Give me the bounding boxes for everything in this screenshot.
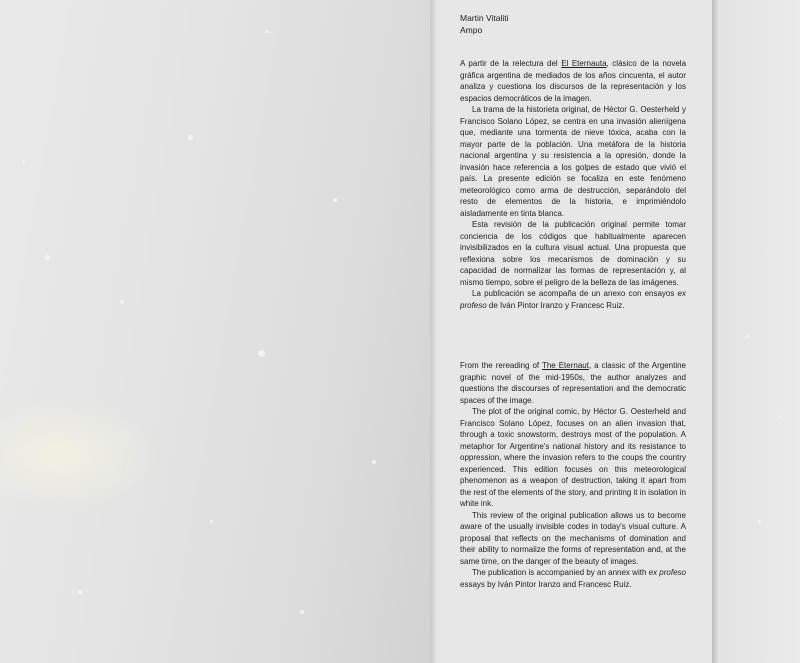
text: essays by Iván Pintor Iranzo and Francesc Ruiz.	[460, 579, 632, 589]
snowflake	[300, 610, 304, 614]
publisher-name: Ampo	[460, 25, 483, 35]
light-glow	[0, 400, 160, 510]
snowflake	[746, 335, 749, 338]
english-text	[460, 360, 686, 590]
snowflake	[372, 460, 376, 464]
paragraph: Esta revisión de la publicación original permite tomar conciencia de los códigos que habitualmente aparecen invisibilizados en la cultura visual actual. Una propuesta que reflexiona sobre los mecanismos de dominación y su capacidad de normalizar las formas de representación y, al mismo tiempo, sobre el peligro de la belleza de las imágenes.	[460, 220, 686, 287]
author-name: Martin Vitaliti	[460, 13, 509, 23]
text: de Iván Pintor Iranzo y Francesc Ruiz.	[486, 300, 625, 310]
snowflake	[22, 160, 25, 163]
snowflake	[758, 520, 761, 523]
book-title: El Eternauta	[561, 59, 607, 68]
paragraph: The plot of the original comic, by Héctor G. Oesterheld and Francisco Solano López, focuses on an alien invasion that, through a toxic snowstorm, destroys most of the population. A metaphor for Argentine's national history and its resistance to oppression, where the invasion refers to the coups the country experienced. This edition focuses on this meteorological phenomenon as a weapon of destruction, taking it apart from the rest of the elements of the story, and printing it in isolation in white ink.	[460, 407, 686, 508]
paragraph	[460, 360, 686, 406]
paragraph	[460, 58, 686, 104]
snowflake	[258, 350, 265, 357]
italic-text: ex profeso	[460, 289, 686, 310]
text: , clásico de la novela gráfica argentina de mediados de los años cincuenta, el autor analiza y cuestiona los discursos de la representación y los espacios democráticos de la imagen.	[460, 59, 687, 103]
paragraph	[460, 288, 686, 311]
snowflake	[188, 135, 193, 140]
text: From the rereading of	[460, 361, 542, 370]
spanish-text	[460, 58, 686, 311]
book-title: The Eternaut	[541, 361, 589, 370]
snowflake	[120, 300, 124, 304]
snowflake	[78, 590, 82, 594]
snowflake	[333, 198, 337, 202]
italic-text: ex profeso	[648, 568, 686, 577]
text: A partir de la relectura del	[460, 59, 562, 68]
snowflake	[210, 520, 213, 523]
paragraph	[460, 567, 686, 590]
paragraph: La trama de la historieta original, de Héctor G. Oesterheld y Francisco Solano López, se centra en una invasión alienígena que, mediante una tormenta de nieve tóxica, acaba con la mayor parte de la población. Una metáfora de la historia nacional argentina y su resistencia a la opresión, donde la invasión hace referencia a los golpes de estado que vivió el país. La presente edición se focaliza en este fenómeno meteorológico como arma de destrucción, separándolo del resto de elementos de la historia, e imprimiéndolo aisladamente en tinta blanca.	[460, 105, 686, 218]
snowflake	[265, 30, 268, 33]
text: , a classic of the Argentine graphic novel of the mid-1950s, the author analyzes and questions the discourses of representation and the democratic spaces of the image.	[460, 361, 686, 405]
text: The publication is accompanied by an annex with	[472, 568, 649, 577]
adjacent-page	[718, 0, 800, 663]
paragraph: This review of the original publication allows us to become aware of the usually invisible codes in today's visual culture. A proposal that reflects on the mechanisms of domination and their ability to normalize the forms of representation and, at the same time, on the danger of the beauty of images.	[460, 510, 686, 566]
text: La publicación se acompaña de un anexo con ensayos	[472, 289, 678, 298]
header	[460, 12, 686, 36]
snowflake	[778, 415, 781, 418]
snowflake	[45, 255, 50, 260]
